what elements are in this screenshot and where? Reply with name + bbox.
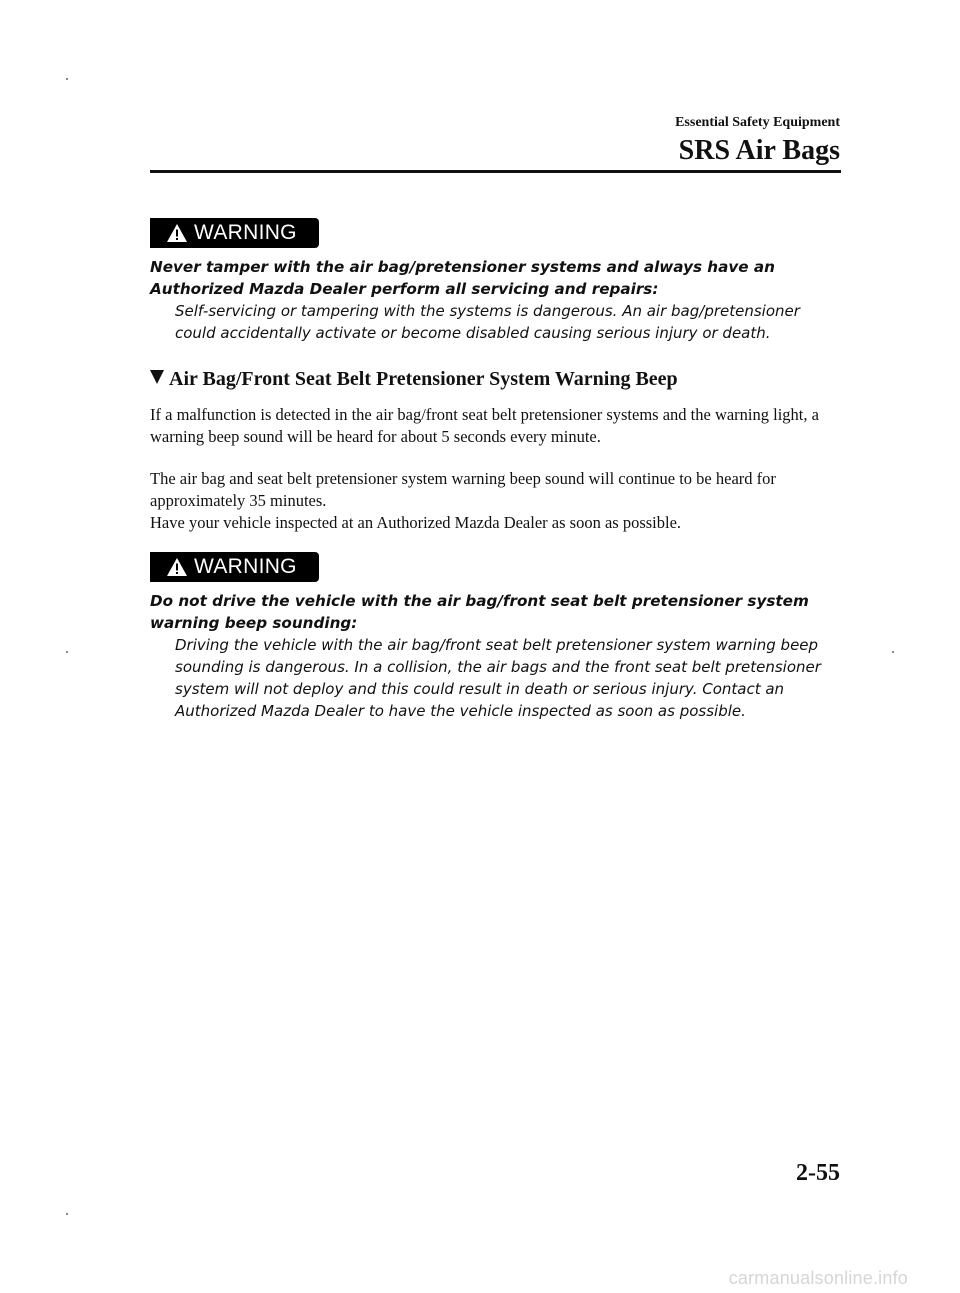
section-label: Essential Safety Equipment	[675, 115, 840, 130]
page-header	[150, 114, 840, 168]
paragraph: If a malfunction is detected in the air bag/front seat belt pretensioner systems and the warning light, a warning beep sound will be heard for about 5 seconds every minute.	[150, 405, 819, 446]
section-heading-text: Air Bag/Front Seat Belt Pretensioner System Warning Beep	[169, 368, 678, 390]
warning-badge	[150, 552, 319, 582]
crop-mark	[892, 651, 894, 653]
crop-mark	[66, 1213, 68, 1215]
warning-triangle-icon	[166, 557, 188, 577]
warning-body: Self-servicing or tampering with the systems is dangerous. An air bag/pretensioner could accidentally activate or become disabled causing serious injury or death.	[175, 302, 800, 342]
down-triangle-icon	[150, 370, 164, 384]
warning-block-2	[150, 552, 840, 722]
chapter-title: SRS Air Bags	[678, 135, 840, 166]
section-heading	[150, 366, 840, 392]
crop-mark	[66, 651, 68, 653]
warning-title: Never tamper with the air bag/pretensioner systems and always have an Authorized Mazda Dealer perform all servicing and repairs:	[150, 258, 775, 298]
warning-title: Do not drive the vehicle with the air bag/front seat belt pretensioner system warning beep sounding:	[150, 592, 809, 632]
page-content	[150, 218, 840, 722]
page-number: 2-55	[796, 1160, 840, 1186]
warning-label: WARNING	[194, 555, 297, 578]
header-rule	[150, 170, 841, 173]
watermark: carmanualsonline.info	[728, 1268, 908, 1288]
warning-body: Driving the vehicle with the air bag/front seat belt pretensioner system warning beep sounding is dangerous. In a collision, the air bags and the front seat belt pretensioner system will not deploy and this could result in death or serious injury. Contact an Authorized Mazda Dealer to have the vehicle inspected as soon as possible.	[175, 636, 821, 720]
warning-block-1	[150, 218, 840, 344]
warning-triangle-icon	[166, 223, 188, 243]
crop-mark	[66, 78, 68, 80]
warning-label: WARNING	[194, 221, 297, 244]
paragraph: The air bag and seat belt pretensioner system warning beep sound will continue to be heard for approximately 35 minutes.	[150, 469, 776, 510]
paragraph: Have your vehicle inspected at an Authorized Mazda Dealer as soon as possible.	[150, 513, 682, 532]
warning-badge	[150, 218, 319, 248]
